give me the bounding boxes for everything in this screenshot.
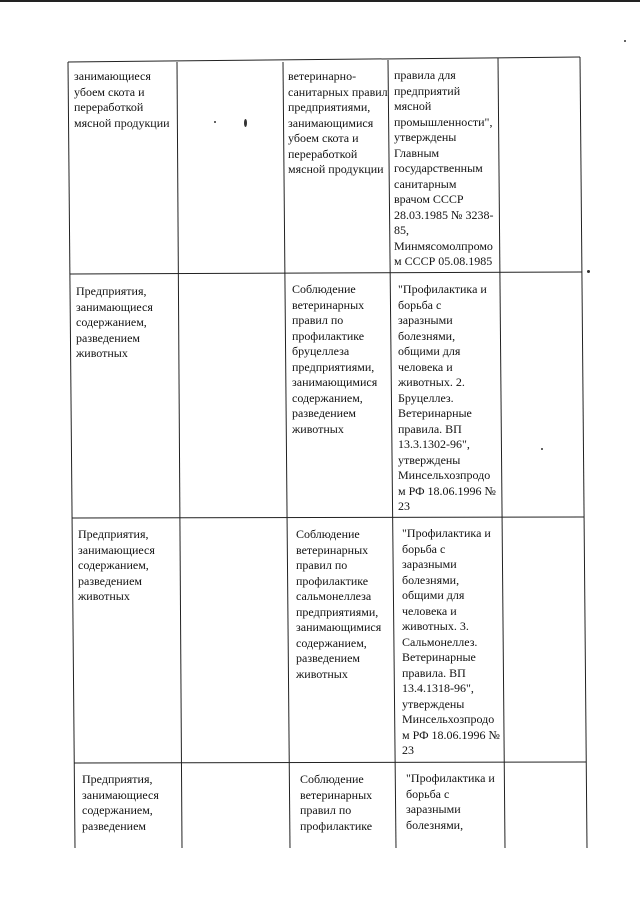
scan-speck [624, 40, 626, 42]
row4-regulation: "Профилактика и борьба с заразными болезнями, [406, 771, 495, 832]
row4-requirement: Соблюдение ветеринарных правил по профилактике [300, 772, 373, 833]
row3-regulation: "Профилактика и борьба с заразными болезнями, общими для человека и животных. 3. Сальмонеллез. Ветеринарные правила. ВП 13.4.1318-96", утверждены Минсельхозпродо м РФ 18.06.1996 № 23 [402, 526, 500, 757]
scan-speck [214, 121, 216, 123]
row3-requirement: Соблюдение ветеринарных правил по профилактике сальмонеллеза предприятиями, занимающимися содержанием, разведением животных [296, 527, 382, 681]
row3-subject: Предприятия, занимающиеся содержанием, разведением животных [78, 527, 155, 603]
row1-requirement: ветеринарно- санитарных правил предприятиями, занимающимися убоем скота и переработкой мясной продукции [288, 69, 388, 176]
row1-subject: занимающиеся убоем скота и переработкой мясной продукции [74, 69, 170, 130]
scan-speck [244, 119, 247, 127]
row1-regulation: правила для предприятий мясной промышленности", утверждены Главным государственным санитарным врачом СССР 28.03.1985 № 3238- 85, Минмясомолпромо м СССР 05.08.1985 [394, 68, 494, 268]
row4-subject: Предприятия, занимающиеся содержанием, разведением [82, 772, 159, 833]
row2-regulation: "Профилактика и борьба с заразными болезнями, общими для человека и животных. 2. Бруцеллез. Ветеринарные правила. ВП 13.3.1302-96", утверждены Минсельхозпродо м РФ 18.06.1996 № 23 [398, 282, 496, 513]
scan-speck [587, 270, 590, 273]
row2-subject: Предприятия, занимающиеся содержанием, разведением животных [76, 284, 153, 360]
row2-requirement: Соблюдение ветеринарных правил по профилактике бруцеллеза предприятиями, занимающимися содержанием, разведением животных [292, 282, 378, 436]
scan-speck [541, 448, 543, 450]
